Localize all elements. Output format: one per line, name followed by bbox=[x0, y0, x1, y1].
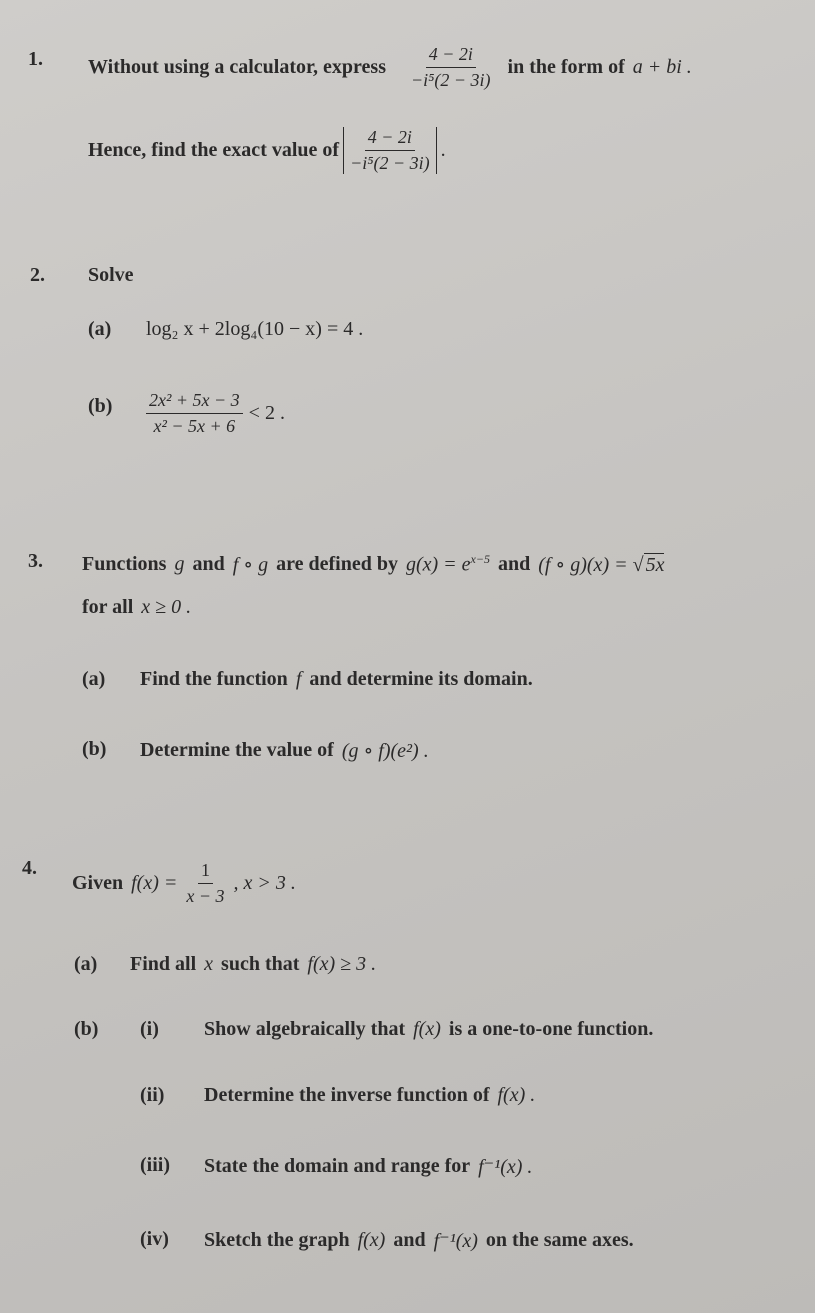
q3-fog-definition: (f ∘ g)(x) = √ 5x bbox=[538, 554, 665, 576]
q4biii-finv: f⁻¹(x) . bbox=[478, 1156, 533, 1178]
question-1-line bbox=[88, 44, 692, 91]
q2b-relation: < 2 . bbox=[248, 402, 285, 424]
q3-sqrt-argument: 5x bbox=[645, 554, 665, 576]
q4bi-text: Show algebraically that bbox=[204, 1018, 406, 1040]
q4a-text-2: such that bbox=[221, 953, 300, 975]
q4-condition: , x > 3 . bbox=[233, 872, 296, 894]
question-1-number: 1. bbox=[28, 48, 43, 70]
q1-hence: Hence, find the exact value of bbox=[88, 139, 340, 161]
q4biii-text: State the domain and range for bbox=[204, 1155, 471, 1177]
q3a-line bbox=[140, 668, 533, 691]
q3a-f: f bbox=[295, 668, 302, 690]
question-3-number: 3. bbox=[28, 550, 43, 572]
q3-and-1: and bbox=[192, 553, 225, 575]
q3b-expression: (g ∘ f)(e²) . bbox=[341, 740, 429, 762]
q4-denominator: x − 3 bbox=[186, 886, 225, 906]
q4bi-text-2: is a one-to-one function. bbox=[448, 1018, 654, 1040]
q4bii-label: (ii) bbox=[140, 1084, 165, 1106]
q3-g-definition: $g(x) = e^{x-5}$ bbox=[405, 552, 490, 576]
q3b-text: Determine the value of bbox=[140, 739, 334, 761]
q4biv-f: f(x) bbox=[357, 1229, 386, 1251]
q3-g: g bbox=[174, 553, 185, 575]
q3a-label: (a) bbox=[82, 668, 106, 690]
question-3-line bbox=[82, 552, 664, 577]
q1-numerator: 4 − 2i bbox=[426, 44, 476, 68]
question-2-title: Solve bbox=[88, 264, 134, 286]
q2a-expression: log₂ x + 2log₄(10 − x) = 4 . bbox=[146, 318, 364, 340]
q3-forall: for all bbox=[82, 596, 134, 618]
q2b-label: (b) bbox=[88, 395, 113, 417]
q3b-label: (b) bbox=[82, 738, 107, 760]
q1-fraction bbox=[408, 44, 494, 91]
q3-fog: f ∘ g bbox=[232, 554, 269, 576]
q4biv-and: and bbox=[393, 1229, 426, 1251]
q1-end: . bbox=[440, 139, 446, 161]
q3a-text: Find the function bbox=[140, 668, 288, 690]
q4b-label: (b) bbox=[74, 1018, 99, 1040]
q4biv-text-2: on the same axes. bbox=[485, 1229, 634, 1251]
question-4-number: 4. bbox=[22, 857, 37, 879]
q1-mod-denominator: −i⁵(2 − 3i) bbox=[350, 153, 430, 173]
q1-modulus bbox=[343, 127, 437, 174]
q4a-label: (a) bbox=[74, 953, 98, 975]
q4a-x: x bbox=[204, 953, 214, 975]
q4bi-line bbox=[204, 1018, 653, 1041]
q3-g-exponent: x−5 bbox=[470, 552, 490, 567]
q3a-text-2: and determine its domain. bbox=[309, 668, 533, 690]
q4bii-f: f(x) . bbox=[497, 1084, 536, 1106]
q1-denominator: −i⁵(2 − 3i) bbox=[411, 70, 491, 90]
question-4-line bbox=[72, 860, 296, 907]
q4biii-label: (iii) bbox=[140, 1154, 170, 1176]
q4bii-line bbox=[204, 1084, 535, 1107]
q4-numerator: 1 bbox=[198, 860, 213, 884]
q3-cond: x ≥ 0 . bbox=[141, 596, 192, 618]
q4a-text: Find all bbox=[130, 953, 197, 975]
q4-fdef: f(x) = bbox=[131, 872, 178, 894]
question-2-number: 2. bbox=[30, 264, 45, 286]
q4biii-line bbox=[204, 1154, 532, 1179]
q3-text-1: Functions bbox=[82, 553, 167, 575]
q4biv-label: (iv) bbox=[140, 1228, 169, 1250]
q2b-line bbox=[140, 390, 285, 437]
q4biv-text: Sketch the graph bbox=[204, 1229, 350, 1251]
q4-given: Given bbox=[72, 872, 124, 894]
q3b-line bbox=[140, 738, 429, 763]
q2b-denominator: x² − 5x + 6 bbox=[153, 416, 236, 436]
q1-suffix: in the form of bbox=[507, 56, 625, 78]
q1-prefix: Without using a calculator, express bbox=[88, 56, 386, 78]
q4bi-label: (i) bbox=[140, 1018, 159, 1040]
q2a-label: (a) bbox=[88, 318, 112, 340]
q1-mod-numerator: 4 − 2i bbox=[365, 127, 415, 151]
q2b-numerator: 2x² + 5x − 3 bbox=[146, 390, 243, 414]
question-1-hence-line bbox=[88, 127, 446, 174]
q4biv-finv: f⁻¹(x) bbox=[433, 1230, 478, 1252]
q4bii-text: Determine the inverse function of bbox=[204, 1084, 490, 1106]
q4bi-f: f(x) bbox=[413, 1018, 441, 1040]
q4biv-line bbox=[204, 1228, 634, 1253]
q4a-line bbox=[130, 953, 376, 976]
q1-form: a + bi . bbox=[632, 56, 692, 78]
q3-text-2: are defined by bbox=[276, 553, 398, 575]
question-3-condition bbox=[82, 596, 191, 619]
q3-and-2: and bbox=[497, 553, 531, 575]
q4a-expression: f(x) ≥ 3 . bbox=[307, 953, 377, 975]
